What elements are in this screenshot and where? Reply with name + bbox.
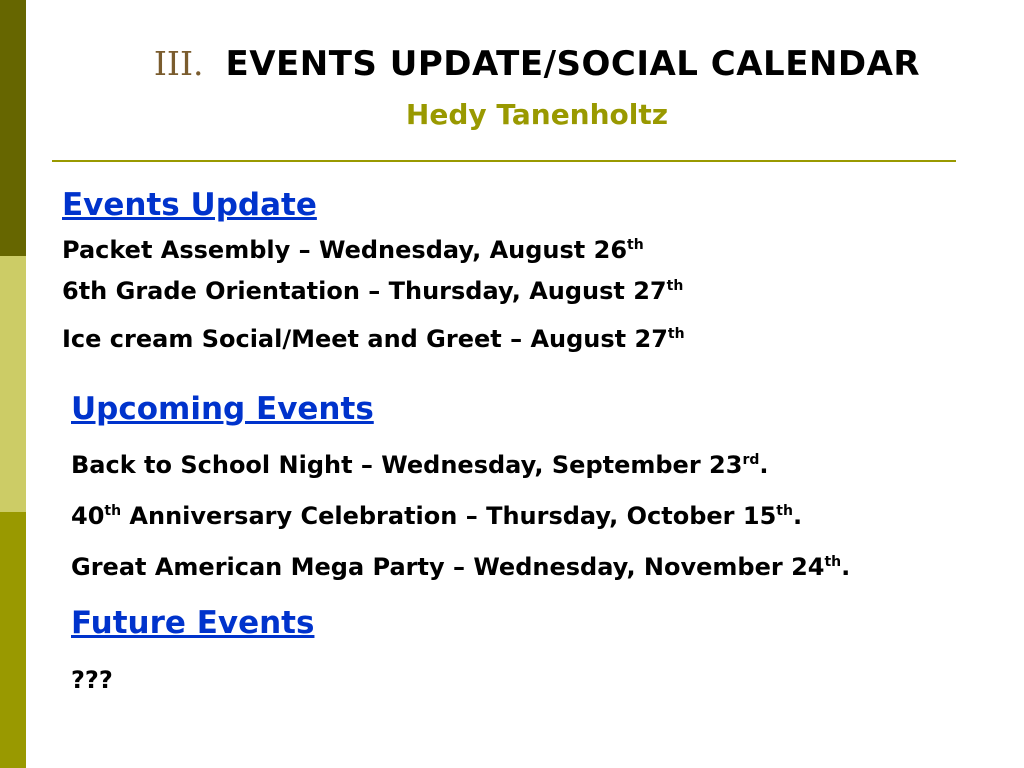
event-item [71, 502, 802, 530]
section-number: III. [153, 44, 204, 83]
event-item-end: . [759, 451, 769, 479]
event-item-text: Great American Mega Party – Wednesday, November 24 [71, 553, 825, 581]
title-line [0, 44, 1024, 84]
event-item-suffix: th [627, 237, 644, 253]
event-item-text: Anniversary Celebration – Thursday, October 15 [121, 502, 777, 530]
event-item-prefix-suffix: th [104, 503, 122, 519]
future-events-heading[interactable]: Future Events [71, 605, 315, 641]
event-item-suffix: th [776, 503, 793, 519]
upcoming-events-heading[interactable]: Upcoming Events [71, 391, 374, 427]
event-item-suffix: th [824, 554, 842, 570]
event-item [62, 277, 683, 305]
event-item-text: Ice cream Social/Meet and Greet – August 27 [62, 325, 668, 353]
event-item [71, 553, 850, 581]
side-bar-bottom [0, 512, 26, 768]
event-item-suffix: th [667, 326, 685, 342]
event-item-text: Back to School Night – Wednesday, September 23 [71, 451, 743, 479]
event-item-prefix: 40 [71, 502, 105, 530]
presenter-name: Hedy Tanenholtz [405, 98, 669, 131]
event-item-text: 6th Grade Orientation – Thursday, August 27 [62, 277, 667, 305]
side-bar-middle [0, 256, 26, 512]
event-item [71, 666, 113, 694]
event-item [62, 236, 644, 264]
event-item [71, 451, 769, 479]
event-item-end: . [841, 553, 851, 581]
slide-title: EVENTS UPDATE/SOCIAL CALENDAR [225, 44, 921, 84]
event-item [62, 325, 685, 353]
event-item-text: Packet Assembly – Wednesday, August 26 [62, 236, 628, 264]
event-item-end: . [792, 502, 803, 530]
events-update-heading[interactable]: Events Update [62, 187, 317, 223]
event-item-text: ??? [71, 666, 113, 694]
event-item-suffix: th [666, 278, 684, 294]
title-divider [52, 160, 956, 162]
event-item-suffix: rd [742, 452, 760, 468]
